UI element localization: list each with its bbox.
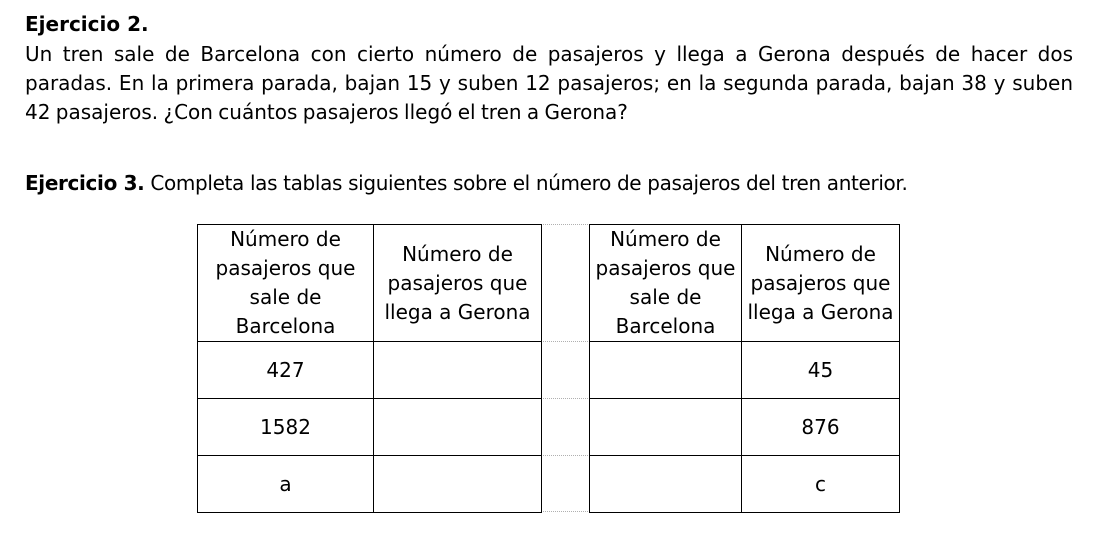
header-departing-barcelona: Número de pasajeros que sale de Barcelona xyxy=(590,225,742,342)
passengers-table-right xyxy=(589,224,900,513)
table-row xyxy=(198,342,542,399)
cell-departing: 427 xyxy=(198,342,374,399)
cell-arriving: 876 xyxy=(742,399,900,456)
passengers-table-left xyxy=(197,224,542,513)
table-header-row xyxy=(590,225,900,342)
header-departing-barcelona: Número de pasajeros que sale de Barcelona xyxy=(198,225,374,342)
cell-arriving: c xyxy=(742,456,900,513)
table-gap-rule xyxy=(543,398,588,399)
table-gap-rule xyxy=(543,341,588,342)
table-header-row xyxy=(198,225,542,342)
cell-arriving-blank[interactable] xyxy=(374,399,542,456)
cell-departing-blank[interactable] xyxy=(590,342,742,399)
cell-arriving-blank[interactable] xyxy=(374,342,542,399)
header-arriving-gerona: Número de pasajeros que llega a Gerona xyxy=(374,225,542,342)
cell-departing: a xyxy=(198,456,374,513)
exercise-3-title: Ejercicio 3. xyxy=(25,171,145,195)
table-row xyxy=(590,342,900,399)
table-gap-rule xyxy=(543,511,588,512)
table-row xyxy=(198,456,542,513)
header-arriving-gerona: Número de pasajeros que llega a Gerona xyxy=(742,225,900,342)
cell-arriving: 45 xyxy=(742,342,900,399)
cell-departing: 1582 xyxy=(198,399,374,456)
cell-departing-blank[interactable] xyxy=(590,399,742,456)
exercise-3-statement xyxy=(25,169,907,198)
table-row xyxy=(198,399,542,456)
table-gap-rule xyxy=(543,224,588,225)
exercise-3-text: Completa las tablas siguientes sobre el número de pasajeros del tren anterior. xyxy=(150,171,908,195)
cell-arriving-blank[interactable] xyxy=(374,456,542,513)
table-gap-rule xyxy=(543,455,588,456)
exercise-2-title: Ejercicio 2. xyxy=(25,12,149,36)
table-row xyxy=(590,456,900,513)
cell-departing-blank[interactable] xyxy=(590,456,742,513)
table-row xyxy=(590,399,900,456)
exercise-2-text: Un tren sale de Barcelona con cierto número de pasajeros y llega a Gerona después de hacer dos paradas. En la primera parada, bajan 15 y suben 12 pasajeros; en la segunda parada, bajan 38 y suben 42 pasajeros. ¿Con cuántos pasajeros llegó el tren a Gerona? xyxy=(25,42,1073,124)
